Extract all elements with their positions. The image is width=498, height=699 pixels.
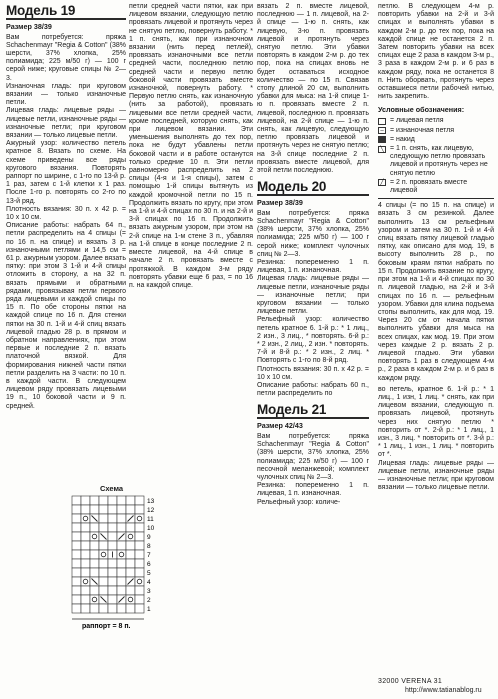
column-continuation <box>129 0 253 290</box>
ssk-symbol-icon: ╲ <box>378 146 386 153</box>
chart-cell <box>72 496 81 505</box>
chart-cell <box>135 604 144 613</box>
yarn-over-symbol-icon <box>378 136 386 143</box>
chart-cell <box>72 523 81 532</box>
page-footer: 32000 VERENA 31 <box>378 678 443 685</box>
chart-cell <box>90 550 99 559</box>
chart-cell <box>99 604 108 613</box>
column-model-20-21 <box>257 0 369 507</box>
legend-knit: = лицевая петля <box>378 117 494 125</box>
rapport-label: раппорт = 8 п. <box>82 623 131 630</box>
row-number: 2 <box>147 597 151 604</box>
chart-cell <box>81 568 90 577</box>
model-21-title: Модель 21 <box>257 402 327 418</box>
purl-symbol-icon: – <box>378 127 386 134</box>
chart-cell <box>81 523 90 532</box>
row-number: 12 <box>147 507 155 514</box>
chart-cell <box>81 496 90 505</box>
chart-cell <box>72 604 81 613</box>
chart-cell <box>135 541 144 550</box>
materials-text: Вам потребуется: пряжа Schachenmayr "Regia & Cotton" (38% шерсти, 37% хлопка, 25% полиамида; 225 м/50 г) — 100 г серой ниже; круговые спицы № 2—3. <box>6 33 126 82</box>
chart-cell <box>117 577 126 586</box>
chart-cell <box>72 595 81 604</box>
lace-pattern-text: Ажурный узор: количество петель кратное 8. Вязать по схеме. На схеме приведены все ряды кругового вязания. Повторять раппорт по ширине, с 1-го по 13-й р. 1 раз, затем с 1-й клетки х 1 раз. После 1-го р. повторять со 2-го по 13-й ряд. <box>6 140 126 205</box>
chart-cell <box>81 577 90 586</box>
title-rule <box>257 417 369 419</box>
chart-cell <box>90 532 99 541</box>
chart-cell <box>72 550 81 559</box>
chart-cell <box>126 541 135 550</box>
model-19-title: Модель 19 <box>6 3 76 18</box>
model-20-size: Размер 38/39 <box>257 197 303 207</box>
model-20-title: Модель 20 <box>257 179 327 195</box>
stockinette-text: Лицевая гладь: лицевые ряды — лицевые петли, изнаночные ряды — изнаночные петли; при круговом вязании — только лицевые петли. <box>257 275 369 316</box>
chart-cell <box>108 568 117 577</box>
chart-cell <box>90 496 99 505</box>
chart-cell <box>135 559 144 568</box>
legend-yarn-over: = накид <box>378 136 494 144</box>
row-number: 9 <box>147 534 151 541</box>
row-number: 11 <box>147 516 154 523</box>
stockinette-text: Лицевая гладь: лицевые ряды — лицевые петли, изнаночные ряды — изнаночные петли; при круговом вязании — только лицевые петли. <box>6 107 126 139</box>
rib-text: Резинка: попеременно 1 п. лицевая, 1 п. изнаночная. <box>257 258 369 275</box>
chart-cell <box>108 505 117 514</box>
row-number: 3 <box>147 588 151 595</box>
chart-cell <box>90 505 99 514</box>
toe-finish-text: петлю. В следующем 4-м р. повторить убавки на 2-й и 3-й спицах и выполнять убавки в каждом 2-м р. до тех пор, пока на каждой спице не останется 2 п. Затем повторить убавки на всех спицах еще 2 раза в каждом 3-м р., 3 раза в каждом 2-м р. и 6 раз в каждом ряду, пока не останется 8 п. Нить оборвать, протянуть через оставшиеся петли рабочей нитью, нить закрепить. <box>378 3 494 101</box>
chart-cell <box>135 514 144 523</box>
column-model-19 <box>6 0 126 411</box>
row-number: 8 <box>147 543 151 550</box>
title-rule <box>6 18 126 20</box>
chart-cell <box>81 505 90 514</box>
chart-cell <box>99 550 108 559</box>
chart-cell <box>81 532 90 541</box>
model-20-continued-text: 4 спицы (= по 15 п. на спице) и вязать 3 см резинкой. Далее выполнить 13 см рельефным узором и затем на 30 п. 1-й и 4-й спиц вязать пятку лицевой гладью пятку, как описано для мод. 19, в высоту выполнить 28 р., по боковым краям пятки набрать по 15 п. Продолжить вязание по кругу, при этом на 1-й и 4-й спицах по 30 п. лицевой гладью, на 2-й и 3-й спицах по 16 п. — рельефным узором. Убавки для клина подъема стопы выполнить, как для мод. 19. Через 20 см от начала пятки выполнить убавки для мыса на всех спицах, как мод. 19. При этом через каждые 2 р. вязать 2 р. лицевой гладью. Эти убавки повторять 1 раз в следующем 4-м р., 2 раза в каждом 2-м р. и 6 раз в каждом ряду. <box>378 202 494 382</box>
description-text: Описание работы: набрать 64 п., петли распределить на 4 спицы (= по 16 п. на спице) и вязать 3 р. изнаночными петлями и 14,5 см = 61 р. ажурным узором. Далее вязать пятку: при этом 3 1-й и 4-й спицы отложить в сторону, а на 32 п. вязать прямыми и обратными рядами, провязывая петли первого ряда лицевыми и каждой спицы по 15 п. По обе стороны пятки на каждой спице по 16 п. Для стенки пятки на 30 п. 1-й и 4-й спиц вязать лицевой гладью 28 р. в прямом и обратном направлениях, при этом первые и последние 2 п. вязать платочной вязкой. Для формирования нижней части пятки петли разделить на 3 части: по 10 п. в каждой части. В следующем лицевом ряду провязать лицевыми 19 п., 10 боковой части и 9 п. средней. <box>6 222 126 410</box>
chart-cell <box>117 550 126 559</box>
chart-cell <box>99 541 108 550</box>
legend-title: Условные обозначения: <box>378 105 465 115</box>
relief-pattern-text: Рельефный узор: количество петель кратное 6. 1-й р.: * 1 лиц., 2 изн., 3 лиц., * повторять. 6-й р.: * 2 изн., 2 лиц., 2 изн. * повторять. 7-й и 8-й р.: * 2 изн., 2 лиц. * Повторять с 1-го по 8-й ряд. <box>257 316 369 365</box>
chart-cell <box>126 595 135 604</box>
row-number: 6 <box>147 561 151 568</box>
chart-cell <box>72 541 81 550</box>
chart-cell <box>135 550 144 559</box>
chart-cell <box>108 586 117 595</box>
row-number: 10 <box>147 525 155 532</box>
chart-cell <box>99 514 108 523</box>
description-text: Описание работы: набрать 60 п., петли распределить по <box>257 382 369 398</box>
chart-cell <box>117 496 126 505</box>
chart-cell <box>90 559 99 568</box>
chart-cell <box>99 505 108 514</box>
chart-cell <box>99 577 108 586</box>
chart-cell <box>90 523 99 532</box>
chart-cell <box>126 496 135 505</box>
chart-cell <box>90 604 99 613</box>
chart-cell <box>72 559 81 568</box>
chart-cell <box>126 532 135 541</box>
chart-cell <box>108 604 117 613</box>
row-number: 4 <box>147 579 151 586</box>
chart-cell <box>72 532 81 541</box>
gauge-text: Плотность вязания: 30 п. х 42 р. = 10 х 10 см. <box>257 365 369 381</box>
chart-cell <box>72 505 81 514</box>
knitting-chart <box>60 484 180 659</box>
materials-text: Вам потребуется: пряжа Schachenmayr "Regia & Cotton" (38% шерсти, 37% хлопка, 25% полиамида; 225 м/50 г) — 100 г серой ниже; комплект чулочных спиц № 2—3. <box>257 209 369 258</box>
chart-cell <box>117 505 126 514</box>
chart-cell <box>81 514 90 523</box>
legend-ssk: ╲ = 1 п. снять, как лицевую, следующую петлю провязать лицевой и протянуть через не снятую петлю <box>378 145 494 178</box>
gauge-text: Плотность вязания: 30 п. х 42 р. = 10 х 10 см. <box>6 205 126 221</box>
chart-cell <box>99 496 108 505</box>
chart-cell <box>126 505 135 514</box>
chart-cell <box>72 577 81 586</box>
chart-cell <box>135 496 144 505</box>
model-21-pattern-text: во петель, кратное 6. 1-й р.: * 1 лиц., 1 изн, 1 лиц. * снять, как при лицевом вязании, следующую п. провязать лицевой, протянуть через них снятую петлю * повторить от *. 2-й р.: * 1 лиц., 1 изн., 3 лиц. * повторить от *. 3-й р.: * 1 лиц., 1 изн., 1 лиц. * повторить от *. <box>378 385 494 459</box>
chart-cell <box>90 541 99 550</box>
watermark: http://www.tatianablog.ru <box>405 687 482 694</box>
chart-cell <box>126 523 135 532</box>
title-rule <box>257 194 369 196</box>
toe-text: вязать 2 п. вместе лицевой, последнюю — 1 п. лицевой, на 2-й спице — 1-ю п. снять, как лицевую, 3-ю п. провязать лицевой и протянуть через снятую петлю. Эти убавки повторять в каждом 2-м р. до тех пор, пока на спицах вновь не будет оставаться исходное количество — по 15 п. Связав стопу длиной 20 см, выполнить убавки для мыса: на 1-й спице 1-ю п. провязать вместе 2 п. лицевой, последнюю п. провязать лицевой, на 2-й спице — 1-ю п. снять, как лицевую, следующую петлю провязать лицевой и протянуть через не снятую петлю; на 3-й спице последние 2 п. провязать вместе лицевой, для этой петли последнюю. <box>257 3 369 175</box>
chart-cell <box>108 595 117 604</box>
chart-cell <box>108 541 117 550</box>
chart-cell <box>81 595 90 604</box>
chart-cell <box>126 550 135 559</box>
chart-cell <box>99 586 108 595</box>
chart-cell <box>135 586 144 595</box>
chart-cell <box>81 559 90 568</box>
chart-cell <box>135 595 144 604</box>
chart-cell <box>117 559 126 568</box>
heel-text: петли средней части пятки, как при лицевом вязании, следующую петлю провязать лицевой и протянуть через не снятую петлю, повернуть работу. * 1 п. снять, как при изнаночном вязании (нить перед петлей), провязать изнаночными все петли средней части, последнюю петлю средней части и первую петлю боковой части провязать вместе изнаночной, повернуть работу. * Первую петлю снять, как изнаночную (нить за работой), провязать лицевыми все петли средней части, кроме последней, которую снять, как при лицевом вязании. Эти уменьшения выполнять до тех пор, пока не будут убавлены петли боковой части и в работе останутся только средние 10 п. Эти петли равномерно распределить на 2 спицы (4-я и 1-я спицы), затем с помощью 1-й спицы вытянуть из каждой кромочной петли по 15 п. Продолжить вязать по кругу, при этом на 1-й и 4-й спицах по 30 п. и на 2-й и 3-й спицах по 16 п. Продолжить вязать ажурным узором, при этом на 2-й спице на 1-м стене 3 п., убавляя на 1-й спице в конце последние 2 п. вместе лицевой, на 4-й спице в начале 2 п. провязать вместе с протяжкой. В каждом 3-м ряду повторять убавки еще 6 раз, = по 16 п. на каждой спице. <box>129 3 253 289</box>
chart-cell <box>135 577 144 586</box>
row-number: 7 <box>147 552 151 559</box>
model-19-size: Размер 38/39 <box>6 21 52 31</box>
chart-cell <box>126 604 135 613</box>
chart-cell <box>135 532 144 541</box>
row-number: 1 <box>147 606 151 613</box>
row-number: 13 <box>147 498 155 505</box>
chart-cell <box>108 496 117 505</box>
chart-cell <box>126 559 135 568</box>
chart-grid <box>60 494 180 654</box>
model-21-size: Размер 42/43 <box>257 420 303 430</box>
row-number: 5 <box>147 570 151 577</box>
chart-cell <box>90 568 99 577</box>
chart-cell <box>108 532 117 541</box>
divider <box>378 198 494 199</box>
chart-cell <box>99 559 108 568</box>
k2tog-symbol-icon: ╱ <box>378 179 386 186</box>
chart-cell <box>81 541 90 550</box>
chart-cell <box>135 568 144 577</box>
chart-cell <box>99 523 108 532</box>
chart-title: Схема <box>100 484 124 493</box>
chart-cell <box>117 514 126 523</box>
chart-cell <box>117 541 126 550</box>
chart-cell <box>135 505 144 514</box>
chart-cell <box>81 550 90 559</box>
chart-cell <box>108 514 117 523</box>
chart-cell <box>135 523 144 532</box>
chart-cell <box>90 586 99 595</box>
legend-purl: – = изнаночная петля <box>378 127 494 135</box>
legend-k2tog: ╱ = 2 п. провязать вместе лицевой <box>378 179 494 195</box>
chart-cell <box>117 586 126 595</box>
purl-stitch-text: Изнаночная гладь: при круговом вязании — только изнаночные петли. <box>6 82 126 107</box>
chart-cell <box>126 586 135 595</box>
materials-text: Вам потребуется: пряжа Schachenmayr "Regia & Cotton" (38% шерсти, 37% хлопка, 25% полиамида; 225 м/50 г) — 100 г песочной меланжевой; комплект чулочных спиц № 2—3. <box>257 432 369 481</box>
rib-text: Резинка: попеременно 1 п. лицевая, 1 п. изнаночная. <box>257 482 369 498</box>
chart-cell <box>117 523 126 532</box>
chart-cell <box>126 568 135 577</box>
chart-cell <box>117 568 126 577</box>
chart-cell <box>108 577 117 586</box>
knit-symbol-icon <box>378 118 386 125</box>
column-legend <box>378 0 494 492</box>
chart-cell <box>108 523 117 532</box>
chart-cell <box>90 595 99 604</box>
chart-cell <box>99 568 108 577</box>
chart-cell <box>81 604 90 613</box>
chart-cell <box>81 586 90 595</box>
chart-cell <box>72 514 81 523</box>
relief-pattern-text: Рельефный узор: количе- <box>257 498 341 506</box>
stockinette-text: Лицевая гладь: лицевые ряды — лицевые петли, изнаночные ряды — изнаночные петли; при круговом вязании — только лицевые петли. <box>378 459 494 492</box>
chart-cell <box>117 604 126 613</box>
chart-cell <box>108 559 117 568</box>
chart-cell <box>72 568 81 577</box>
chart-cell <box>72 586 81 595</box>
